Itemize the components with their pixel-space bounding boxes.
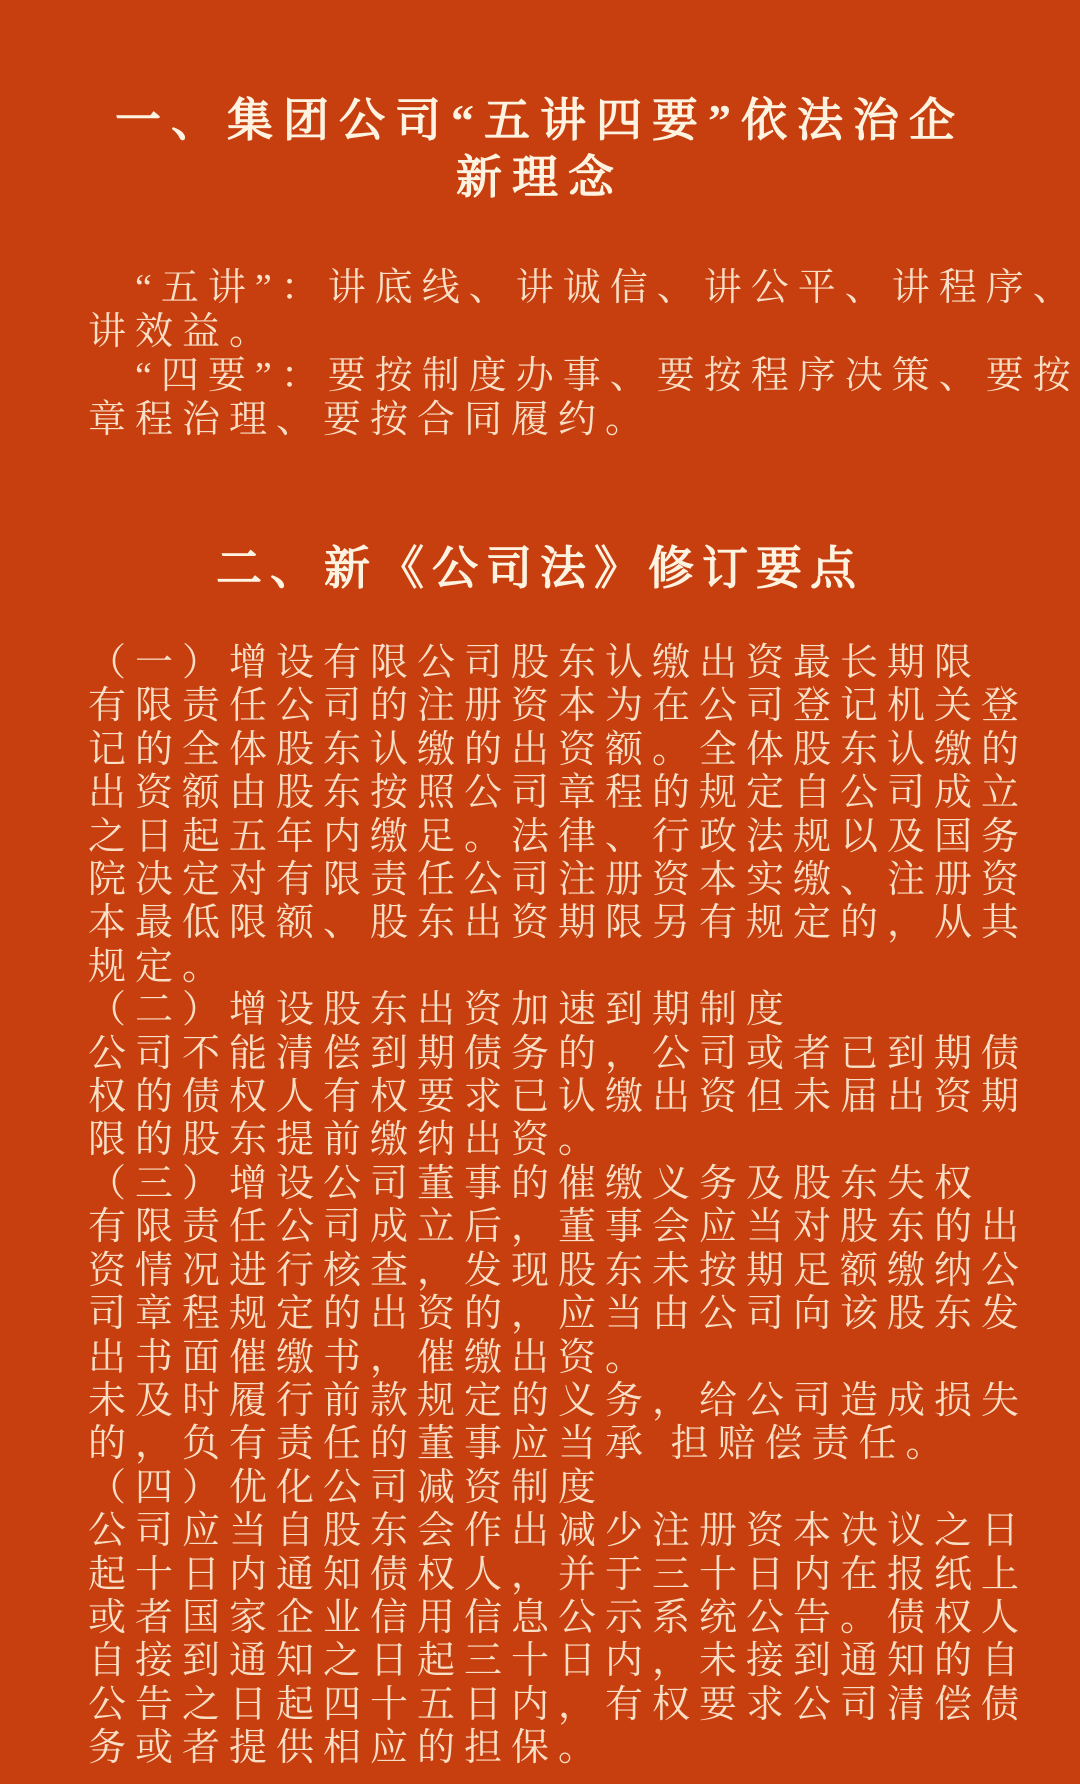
text-line: 有限责任公司成立后，董事会应当对股东的出 [88, 1206, 1029, 1249]
text-line: 有限责任公司的注册资本为在公司登记机关登 [88, 685, 1029, 728]
text-line: 本最低限额、股东出资期限另有规定的，从其 [88, 902, 1029, 945]
text-line: 资情况进行核查，发现股东未按期足额缴纳公 [88, 1249, 1029, 1292]
text-line: （二）增设股东出资加速到期制度 [88, 989, 794, 1032]
text-line: 公司应当自股东会作出减少注册资本决议之日 [88, 1510, 1029, 1553]
section-1-heading-line-2: 新理念 [456, 152, 624, 203]
text-line: 权的债权人有权要求已认缴出资但未届出资期 [88, 1076, 1029, 1119]
text-line: 规定。 [88, 945, 230, 988]
text-line: 章程治理、要按合同履约。 [88, 399, 653, 441]
text-line: 起十日内通知债权人，并于三十日内在报纸上 [88, 1553, 1029, 1596]
section-1-body [88, 266, 1080, 442]
text-line: 未及时履行前款规定的义务，给公司造成损失 [88, 1379, 1029, 1422]
text-line: 或者国家企业信用信息公示系统公告。债权人 [88, 1596, 1029, 1639]
section-2-heading-line-1: 二、新《公司法》修订要点 [216, 543, 864, 594]
text-line: 讲效益。 [88, 311, 277, 353]
text-line: “五讲”：讲底线、讲诚信、讲公平、讲程序、 [88, 267, 1080, 309]
text-line: 记的全体股东认缴的出资额。全体股东认缴的 [88, 728, 1029, 771]
text-line: 公司不能清偿到期债务的，公司或者已到期债 [88, 1032, 1029, 1075]
text-line: 自接到通知之日起三十日内，未接到通知的自 [88, 1640, 1029, 1683]
text-line: 公告之日起四十五日内，有权要求公司清偿债 [88, 1683, 1029, 1726]
text-line: 之日起五年内缴足。法律、行政法规以及国务 [88, 815, 1029, 858]
text-line: （一）增设有限公司股东认缴出资最长期限 [88, 642, 982, 684]
text-line: 司章程规定的出资的，应当由公司向该股东发 [88, 1293, 1029, 1336]
section-1-heading [88, 0, 992, 206]
text-line: 务或者提供相应的担保。 [88, 1727, 606, 1770]
section-2-heading [88, 540, 992, 598]
text-line: 出书面催缴书，催缴出资。 [88, 1336, 653, 1379]
text-line: 的，负有责任的董事应当承 担赔偿责任。 [88, 1423, 953, 1466]
text-line: 院决定对有限责任公司注册资本实缴、注册资 [88, 859, 1029, 902]
section-1-heading-line-1: 一、集团公司“五讲四要”依法治企 [115, 95, 965, 146]
text-line: （四）优化公司减资制度 [88, 1466, 606, 1509]
text-line: （三）增设公司董事的催缴义务及股东失权 [88, 1162, 982, 1205]
section-2-body [88, 642, 1029, 1771]
text-line: 限的股东提前缴纳出资。 [88, 1119, 606, 1162]
text-line: 出资额由股东按照公司章程的规定自公司成立 [88, 772, 1029, 815]
text-line: “四要”：要按制度办事、要按程序决策、要按 [88, 355, 1080, 397]
